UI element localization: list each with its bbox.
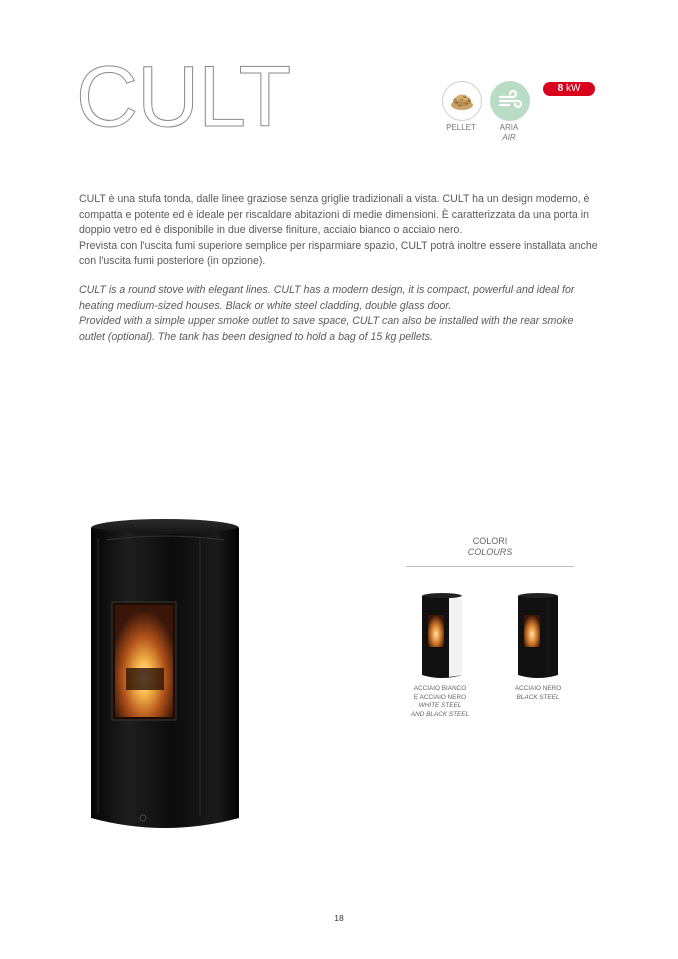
air-badge (490, 81, 530, 121)
description-en-paragraph-2: Provided with a simple upper smoke outlet to save space, CULT can also be installed with the rear smoke outlet (optional). The tank has been designed to hold a bag of 15 kg pellets. (79, 315, 574, 343)
air-label-it: ARIA (499, 123, 519, 132)
description-en-paragraph-1: CULT is a round stove with elegant lines. CULT has a modern design, it is compact, powerful and ideal for heating medium-sized houses. Black or white steel cladding, double glass door. (79, 284, 575, 312)
colours-heading-en: COLOURS (467, 547, 513, 557)
description-it-paragraph-1: CULT è una stufa tonda, dalle linee graziose senza griglie tradizionali a vista. CULT ha un design moderno, è compatta e potente ed è ideale per riscaldare abitazioni di medie dimensioni. È caratterizzata da una porta in doppio vetro ed è disponibile in due diverse finiture, acciaio bianco o acciaio nero. (79, 193, 590, 237)
colours-heading (406, 536, 574, 558)
air-label (479, 123, 539, 143)
colours-divider (406, 566, 574, 567)
caption-en-line-1: WHITE STEEL (418, 702, 462, 710)
pellet-badge (442, 81, 482, 121)
power-value: 8 (557, 83, 564, 94)
caption-black-it: ACCIAIO NERO (514, 685, 562, 692)
air-label-en: AIR (502, 133, 516, 142)
description-italian (79, 192, 599, 270)
stove-main-image (88, 518, 243, 838)
colour-caption-white-black (395, 685, 485, 719)
power-badge (543, 82, 595, 96)
pellet-label: PELLET (446, 123, 476, 132)
air-flow-icon (491, 82, 529, 120)
caption-black-en: BLACK STEEL (516, 693, 560, 701)
caption-en-line-2: AND BLACK STEEL (410, 710, 470, 718)
colour-caption-black (493, 685, 583, 702)
power-unit: kW (565, 83, 581, 94)
colours-heading-it: COLORI (472, 536, 508, 546)
stove-black-swatch (517, 593, 559, 684)
description-english (79, 283, 599, 345)
caption-it-line-1: ACCIAIO BIANCO (413, 685, 467, 692)
pellet-pile-icon (443, 82, 481, 120)
page-title: CULT (76, 49, 291, 145)
page-number: 18 (334, 913, 344, 923)
description-it-paragraph-2: Prevista con l'uscita fumi superiore semplice per risparmiare spazio, CULT potrà inoltre essere installata anche con l'uscita fumi posteriore (in opzione). (79, 239, 598, 268)
caption-it-line-2: E ACCIAIO NERO (413, 693, 467, 701)
stove-white-black-swatch (421, 593, 463, 684)
